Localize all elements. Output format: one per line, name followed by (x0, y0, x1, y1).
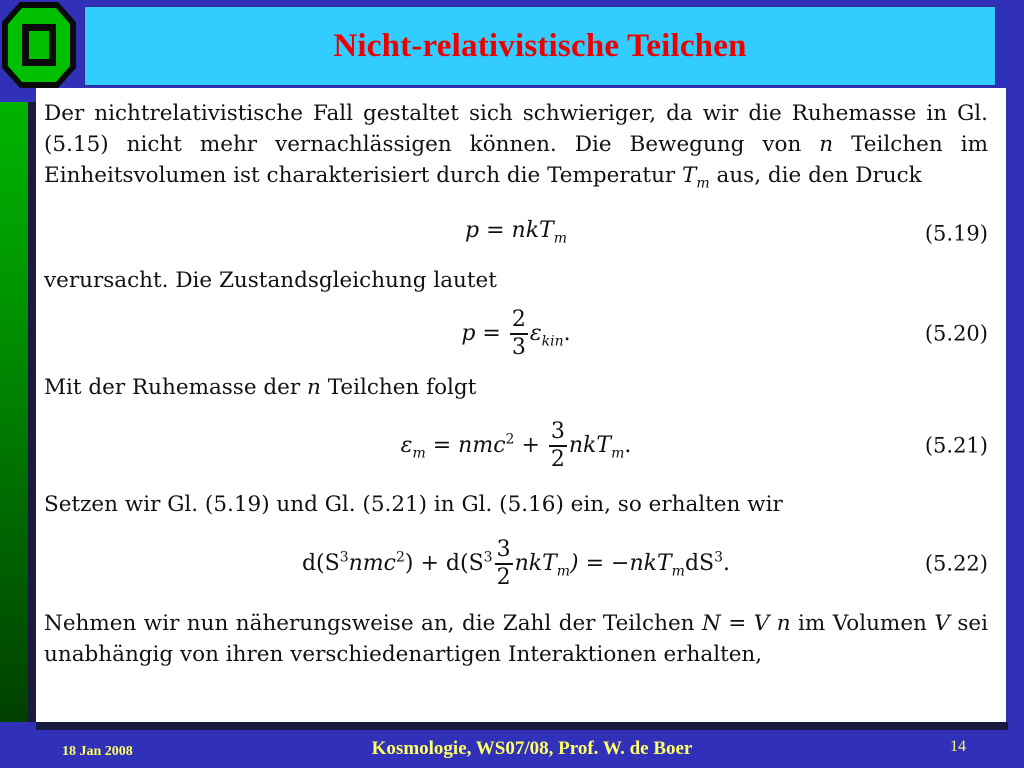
footer (0, 730, 1024, 768)
fraction: $\frac{3}{2}$ (496, 537, 511, 591)
equation-number: (5.22) (924, 551, 988, 576)
fraction: $\frac{2}{3}$ (511, 307, 526, 361)
paragraph-substitution: Setzen wir Gl. (5.19) und Gl. (5.21) in Gl. (5.16) ein, so erhalten wir (44, 492, 783, 518)
side-gradient-bar (0, 102, 28, 722)
paragraph-intro: Der nichtrelativistische Fall gestaltet sich schwieriger, da wir die Ruhemasse in Gl. (5.15) nicht mehr vernachlässigen können. Die Bewegung von n Teilchen im Einheitsvolumen ist charakterisiert durch die Temperatur $T_m$ aus, die den Druck (44, 101, 988, 192)
equation-5-22: $d(S^3nmc^2) + d(S^3$ $\frac{3}{2}$ $nkT_m) = -nkT_mdS^3$. (5.22) (301, 537, 988, 591)
document-panel (36, 88, 1006, 722)
university-logo (0, 0, 78, 90)
paragraph-approximation: Nehmen wir nun näherungsweise an, die Zahl der Teilchen N = V n im Volumen V sei unabhängig von ihren verschiedenartigen Interaktionen erhalten, (44, 611, 988, 668)
page-number: 14 (950, 738, 966, 755)
equation-5-21: $\varepsilon_m = nmc^2$ + $\frac{3}{2}$ nkT$_m$. (5.21) (400, 419, 988, 473)
equation-5-19: p = nkT$_m$ (5.19) (44, 203, 988, 265)
paragraph-state-equation: verursacht. Die Zustandsgleichung lautet (44, 268, 497, 294)
side-shadow-strip (28, 102, 36, 722)
slide-title: Nicht-relativistische Teilchen (333, 27, 747, 64)
equation-number: (5.21) (924, 433, 988, 458)
fraction: $\frac{3}{2}$ (550, 419, 565, 473)
equation-5-20: p = $\frac{2}{3}$ $\varepsilon_{kin}$. (5.20) (461, 307, 988, 361)
equation-number: (5.20) (924, 321, 988, 346)
title-bar (84, 6, 996, 86)
footer-course-info: Kosmologie, WS07/08, Prof. W. de Boer (371, 738, 693, 759)
paragraph-rest-mass: Mit der Ruhemasse der n Teilchen folgt (44, 375, 477, 401)
footer-date: 18 Jan 2008 (62, 744, 133, 759)
equation-number: (5.19) (924, 221, 988, 246)
document-shadow (36, 722, 1008, 730)
